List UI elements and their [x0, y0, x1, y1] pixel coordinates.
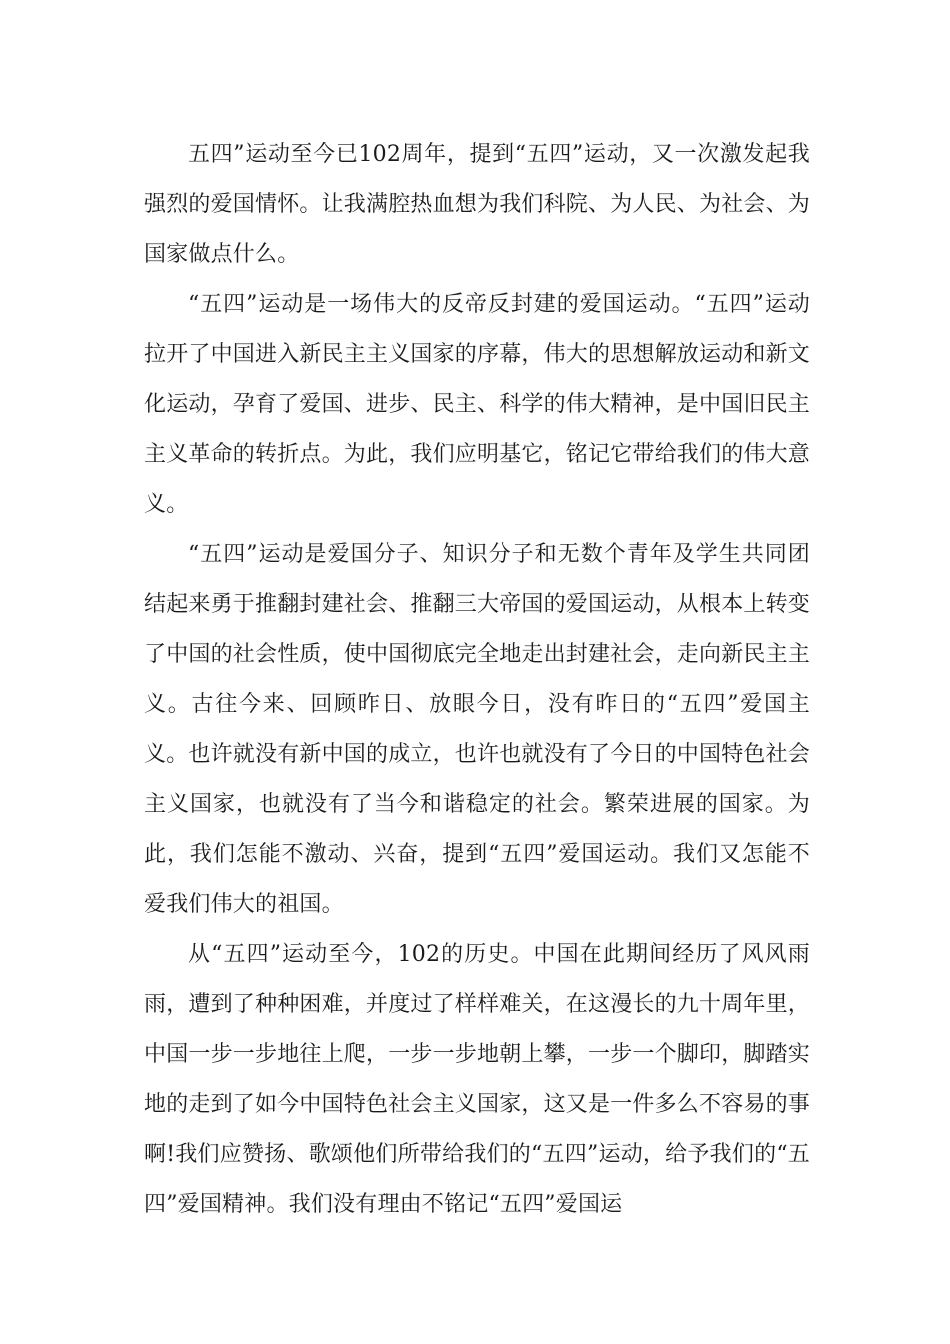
paragraph-4: 从“五四”运动至今，102的历史。中国在此期间经历了风风雨雨，遭到了种种困难，并度过了样样难关，在这漫长的九十周年里，中国一步一步地往上爬，一步一步地朝上攀，一步一个脚印，脚踏实地的走到了如今中国特色社会主义国家，这又是一件多么不容易的事啊!我们应赞扬、歌颂他们所带给我们的“五四”运动，给予我们的“五四”爱国精神。我们没有理由不铭记“五四”爱国运 [144, 942, 811, 1217]
paragraph-2: “五四”运动是一场伟大的反帝反封建的爱国运动。“五四”运动拉开了中国进入新民主主义国家的序幕，伟大的思想解放运动和新文化运动，孕育了爱国、进步、民主、科学的伟大精神，是中国旧民主主义革命的转折点。为此，我们应明基它，铭记它带给我们的伟大意义。 [144, 292, 811, 517]
paragraph-3: “五四”运动是爱国分子、知识分子和无数个青年及学生共同团结起来勇于推翻封建社会、推翻三大帝国的爱国运动，从根本上转变了中国的社会性质，使中国彻底完全地走出封建社会，走向新民主主义。古往今来、回顾昨日、放眼今日，没有昨日的“五四”爱国主义。也许就没有新中国的成立，也许也就没有了今日的中国特色社会主义国家，也就没有了当今和谐稳定的社会。繁荣进展的国家。为此，我们怎能不激动、兴奋，提到“五四”爱国运动。我们又怎能不爱我们伟大的祖国。 [144, 542, 811, 917]
document-body [144, 130, 810, 1230]
paragraph-1: 五四”运动至今已102周年，提到“五四”运动，又一次激发起我强烈的爱国情怀。让我满腔热血想为我们科院、为人民、为社会、为国家做点什么。 [144, 142, 811, 267]
